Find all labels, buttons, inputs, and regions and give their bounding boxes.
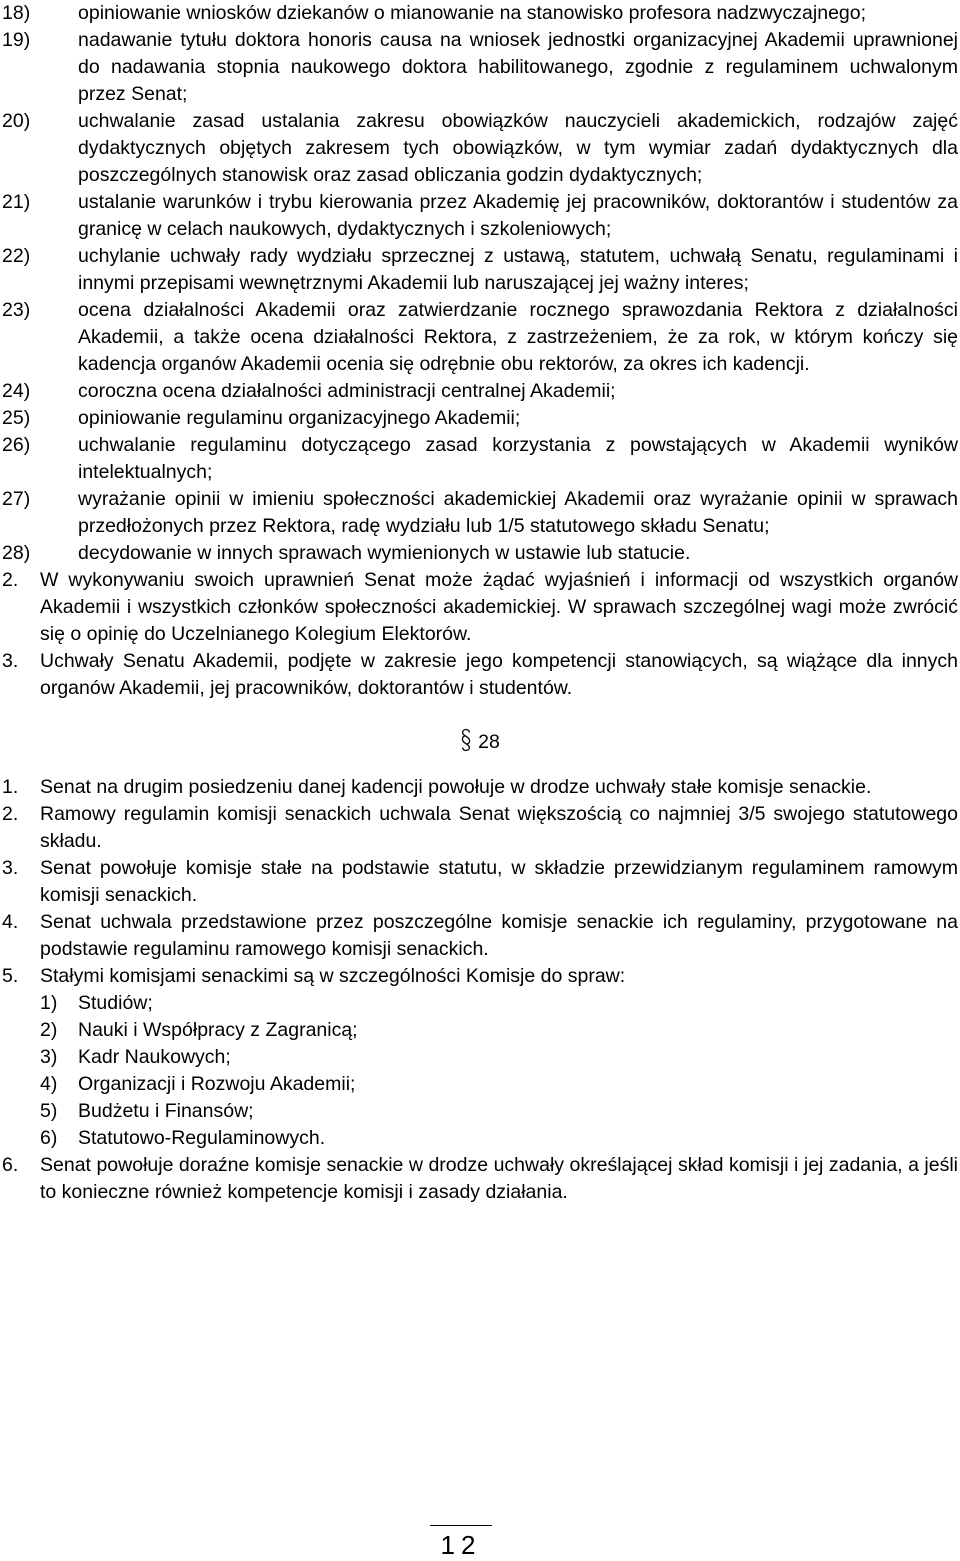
list-item	[40, 1044, 958, 1071]
item-text: coroczna ocena działalności administracji centralnej Akademii;	[78, 380, 616, 402]
list-item	[2, 486, 958, 540]
item-number: 20)	[2, 110, 31, 132]
list-item	[40, 1125, 958, 1152]
point-text: Ramowy regulamin komisji senackich uchwala Senat większością co najmniej 3/5 swojego statutowego składu.	[40, 803, 958, 852]
list-item	[2, 27, 958, 108]
list-item	[2, 108, 958, 189]
section-number: 28	[478, 731, 500, 753]
point-number: 1.	[2, 776, 19, 798]
list-item	[2, 432, 958, 486]
item-text: Kadr Naukowych;	[78, 1046, 231, 1068]
paragraph-point	[2, 774, 958, 801]
list-item	[40, 990, 958, 1017]
list-item	[2, 297, 958, 378]
item-text: ustalanie warunków i trybu kierowania przez Akademię jej pracowników, doktorantów i studentów za granicę w celach naukowych, dydaktycznych i szkoleniowych;	[78, 191, 958, 240]
item-number: 1)	[40, 992, 58, 1014]
item-text: Nauki i Współpracy z Zagranicą;	[78, 1019, 358, 1041]
item-number: 4)	[40, 1073, 58, 1095]
point-number: 3.	[2, 650, 19, 672]
item-text: nadawanie tytułu doktora honoris causa na wniosek jednostki organizacyjnej Akademii uprawnionej do nadawania stopnia naukowego doktora habilitowanego, zgodnie z regulaminem uchwalonym przez Senat;	[78, 29, 958, 105]
section-heading	[2, 728, 958, 756]
paragraph-point	[2, 963, 958, 990]
list-item	[2, 0, 958, 27]
paragraph-point	[2, 1152, 958, 1206]
point-text: Stałymi komisjami senackimi są w szczególności Komisje do spraw:	[40, 965, 626, 987]
list-item	[2, 189, 958, 243]
document-page	[2, 0, 958, 1206]
item-number: 22)	[2, 245, 31, 267]
point-text: Senat powołuje komisje stałe na podstawie statutu, w składzie przewidzianym regulaminem ramowym komisji senackich.	[40, 857, 958, 906]
point-number: 4.	[2, 911, 19, 933]
item-number: 5)	[40, 1100, 58, 1122]
point-number: 2.	[2, 803, 19, 825]
paragraph-point	[2, 801, 958, 855]
item-number: 27)	[2, 488, 31, 510]
point-text: Senat na drugim posiedzeniu danej kadencji powołuje w drodze uchwały stałe komisje senackie.	[40, 776, 872, 798]
item-number: 2)	[40, 1019, 58, 1041]
point-text: Uchwały Senatu Akademii, podjęte w zakresie jego kompetencji stanowiących, są wiążące dla innych organów Akademii, jej pracowników, doktorantów i studentów.	[40, 650, 958, 699]
paragraph-points-b	[2, 774, 958, 990]
item-text: Budżetu i Finansów;	[78, 1100, 254, 1122]
point-text: Senat powołuje doraźne komisje senackie w drodze uchwały określającej skład komisji i jej zadania, a jeśli to konieczne również kompetencje komisji i zasady działania.	[40, 1154, 958, 1203]
item-text: uchwalanie regulaminu dotyczącego zasad korzystania z powstających w Akademii wyników intelektualnych;	[78, 434, 958, 483]
paragraph-points-c	[2, 1152, 958, 1206]
commissions-list	[2, 990, 958, 1152]
item-text: Organizacji i Rozwoju Akademii;	[78, 1073, 356, 1095]
item-text: Studiów;	[78, 992, 153, 1014]
item-number: 21)	[2, 191, 31, 213]
item-text: uchwalanie zasad ustalania zakresu obowiązków nauczycieli akademickich, rodzajów zajęć dydaktycznych objętych zakresem tych obowiązków, w tym wymiar zadań dydaktycznych dla poszczególnych stanowisk oraz zasad obliczania godzin dydaktycznych;	[78, 110, 958, 186]
point-text: Senat uchwala przedstawione przez poszczególne komisje senackie ich regulaminy, przygotowane na podstawie regulaminu ramowego komisji senackich.	[40, 911, 958, 960]
item-number: 24)	[2, 380, 31, 402]
point-text: W wykonywaniu swoich uprawnień Senat może żądać wyjaśnień i informacji od wszystkich organów Akademii i wszystkich członków społeczności akademickiej. W sprawach szczególnej wagi może zwrócić się o opinię do Uczelnianego Kolegium Elektorów.	[40, 569, 958, 645]
item-text: decydowanie w innych sprawach wymienionych w ustawie lub statucie.	[78, 542, 691, 564]
item-text: uchylanie uchwały rady wydziału sprzecznej z ustawą, statutem, uchwałą Senatu, regulaminami i innymi przepisami wewnętrznymi Akademii lub naruszającej jej ważny interes;	[78, 245, 958, 294]
paragraph-points-a	[2, 567, 958, 702]
point-number: 5.	[2, 965, 19, 987]
item-number: 25)	[2, 407, 31, 429]
list-item	[2, 540, 958, 567]
item-text: opiniowanie wniosków dziekanów o mianowanie na stanowisko profesora nadzwyczajnego;	[78, 2, 867, 24]
list-item	[2, 243, 958, 297]
list-item	[40, 1098, 958, 1125]
point-number: 2.	[2, 569, 19, 591]
list-item	[40, 1071, 958, 1098]
point-number: 6.	[2, 1154, 19, 1176]
item-number: 3)	[40, 1046, 58, 1068]
list-item	[40, 1017, 958, 1044]
item-text: wyrażanie opinii w imieniu społeczności akademickiej Akademii oraz wyrażanie opinii w sprawach przedłożonych przez Rektora, radę wydziału lub 1/5 statutowego składu Senatu;	[78, 488, 958, 537]
point-number: 3.	[2, 857, 19, 879]
paragraph-point	[2, 855, 958, 909]
item-number: 23)	[2, 299, 31, 321]
page-number: 12	[430, 1525, 492, 1560]
item-number: 6)	[40, 1127, 58, 1149]
list-item	[2, 405, 958, 432]
section-sign-icon	[460, 728, 472, 752]
item-text: Statutowo-Regulaminowych.	[78, 1127, 326, 1149]
senate-competences-list	[2, 0, 958, 567]
item-number: 28)	[2, 542, 31, 564]
item-text: opiniowanie regulaminu organizacyjnego Akademii;	[78, 407, 521, 429]
paragraph-point	[2, 909, 958, 963]
paragraph-point	[2, 648, 958, 702]
paragraph-point	[2, 567, 958, 648]
item-number: 19)	[2, 29, 31, 51]
item-text: ocena działalności Akademii oraz zatwierdzanie rocznego sprawozdania Rektora z działalności Akademii, a także ocena działalności Rektora, z zastrzeżeniem, że za rok, w którym kończy się kadencja organów Akademii ocenia się odrębnie obu rektorów, za okres ich kadencji.	[78, 299, 958, 375]
list-item	[2, 378, 958, 405]
item-number: 26)	[2, 434, 31, 456]
item-number: 18)	[2, 2, 31, 24]
